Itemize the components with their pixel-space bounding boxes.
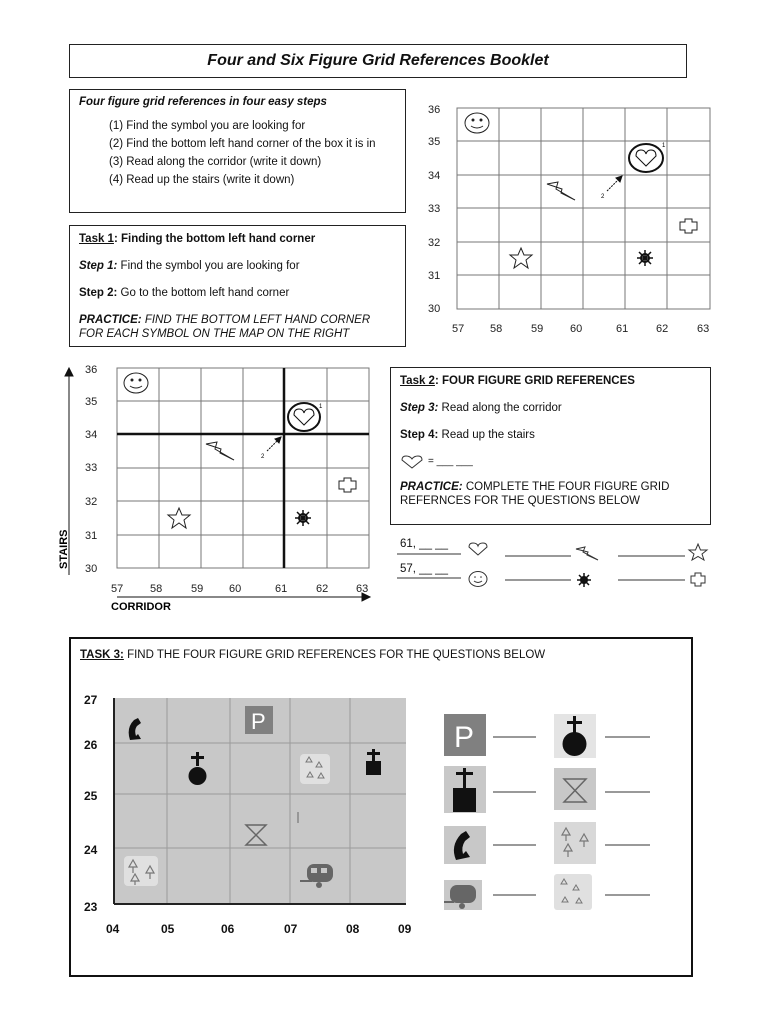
task2-box <box>390 367 711 525</box>
arrow-label: 1 <box>662 143 666 149</box>
map2-x-label: 63 <box>356 583 369 595</box>
smiley-icon <box>465 113 489 133</box>
practice-label: PRACTICE: <box>400 481 463 493</box>
heart-icon <box>629 144 663 172</box>
cross-icon <box>680 219 697 233</box>
map2-x-label: 62 <box>316 583 329 595</box>
steps-heading: Four figure grid references in four easy steps <box>79 96 327 108</box>
task2-label: Task 2 <box>400 375 435 387</box>
map2-y-label: 30 <box>85 563 98 575</box>
map3-y-label: 25 <box>84 789 98 803</box>
question-smiley[interactable] <box>400 563 448 575</box>
map1-y-label: 35 <box>428 136 441 148</box>
step2-label: Step 2: <box>79 287 118 299</box>
star-icon <box>687 542 709 562</box>
map1-x-label: 62 <box>656 323 669 335</box>
map3-x-label: 08 <box>346 922 360 936</box>
map1-x-label: 57 <box>452 323 465 335</box>
answer-lines <box>505 540 715 590</box>
step-item: (2) Find the bottom left hand corner of the box it is in <box>109 138 376 150</box>
map1-x-label: 60 <box>570 323 583 335</box>
map2-axes <box>65 368 370 601</box>
arrow-label: 2 <box>601 194 605 200</box>
map3-x-label: 07 <box>284 922 298 936</box>
parking-icon <box>245 706 273 734</box>
practice-text: COMPLETE THE FOUR FIGURE GRID REFERNCES FOR THE QUESTIONS BELOW <box>400 481 670 507</box>
map2-y-label: 36 <box>85 364 98 376</box>
map1-y-label: 30 <box>428 303 441 315</box>
map3-y-label: 23 <box>84 900 98 914</box>
sun-icon <box>295 510 311 526</box>
map2-x-label: 61 <box>275 583 288 595</box>
woodland-icon <box>124 856 158 886</box>
map3-y-label: 26 <box>84 738 98 752</box>
grid-map-2 <box>55 360 385 616</box>
key-caravan-icon <box>444 880 482 910</box>
step3-label: Step 3: <box>400 402 439 414</box>
map2-grid <box>117 368 369 568</box>
map1-y-label: 31 <box>428 270 441 282</box>
map1-x-label: 61 <box>616 323 629 335</box>
task3-map <box>78 688 423 943</box>
map2-y-label: 35 <box>85 396 98 408</box>
task1-box <box>69 225 406 347</box>
lightning-icon <box>574 545 600 563</box>
map1-x-label: 58 <box>490 323 503 335</box>
heart-answer-blank[interactable]: = ___ ___ <box>428 456 473 467</box>
smiley-icon <box>467 570 489 588</box>
task2-heading: : FOUR FIGURE GRID REFERENCES <box>434 375 635 387</box>
task1-label: Task 1 <box>79 233 114 245</box>
map3-x-label: 06 <box>221 922 235 936</box>
map1-x-label: 59 <box>531 323 544 335</box>
map3-y-label: 24 <box>84 843 98 857</box>
task3-label: TASK 3: <box>80 649 124 661</box>
cross-icon <box>339 478 356 492</box>
church-tower-icon <box>366 749 381 775</box>
booklet-title: Four and Six Figure Grid References Booklet <box>69 44 687 78</box>
step1-label: Step 1: <box>79 260 118 272</box>
map2-y-label: 33 <box>85 462 98 474</box>
arrow-icon <box>607 176 622 191</box>
map2-x-label: 57 <box>111 583 124 595</box>
map2-x-label: 58 <box>150 583 163 595</box>
lightning-icon <box>206 442 234 460</box>
key-telephone-icon <box>444 826 486 864</box>
heart-icon <box>400 455 424 469</box>
step-item: (3) Read along the corridor (write it down) <box>109 156 322 168</box>
practice-text: FIND THE BOTTOM LEFT HAND CORNER FOR EACH SYMBOL ON THE MAP ON THE RIGHT <box>79 314 371 340</box>
four-steps-box <box>69 89 406 213</box>
corridor-axis-title: CORRIDOR <box>111 601 171 613</box>
map3-x-label: 05 <box>161 922 175 936</box>
map3-x-label: 04 <box>106 922 120 936</box>
steps-list <box>79 119 396 187</box>
key-church-tower-icon <box>444 766 486 813</box>
cross-icon <box>689 572 707 588</box>
map2-y-label: 34 <box>85 429 98 441</box>
grid-map-1 <box>410 100 720 340</box>
map2-y-label: 31 <box>85 530 98 542</box>
lightning-icon <box>547 182 575 200</box>
map3-y-label: 27 <box>84 693 98 707</box>
key-parking-icon <box>444 714 486 756</box>
key-rocks-icon <box>554 874 592 910</box>
star-icon <box>168 508 190 528</box>
step-item: (4) Read up the stairs (write it down) <box>109 174 295 186</box>
task1-heading: : Finding the bottom left hand corner <box>113 233 316 245</box>
rocks-icon <box>300 754 330 784</box>
map2-y-label: 32 <box>85 496 98 508</box>
map1-y-label: 32 <box>428 237 441 249</box>
task3-symbol-key <box>440 710 660 910</box>
step4-label: Step 4: <box>400 429 439 441</box>
map2-x-label: 59 <box>191 583 204 595</box>
sun-icon <box>574 570 594 590</box>
smiley-icon <box>124 373 148 393</box>
key-church-spire-icon <box>554 714 596 758</box>
parking-letter: P <box>251 709 266 734</box>
map1-y-label: 36 <box>428 104 441 116</box>
question-text: 57, __ __ <box>400 563 448 575</box>
key-campsite-icon <box>554 768 596 810</box>
arrow-label: 2 <box>261 454 265 460</box>
task3-heading: FIND THE FOUR FIGURE GRID REFERENCES FOR THE QUESTIONS BELOW <box>123 649 546 661</box>
step1-text: Find the symbol you are looking for <box>117 260 300 272</box>
question-text: 61, __ __ <box>400 538 448 550</box>
arrow-label: 1 <box>319 404 323 410</box>
map3-x-label: 09 <box>398 922 412 936</box>
sun-icon <box>637 250 653 266</box>
map1-y-label: 34 <box>428 170 441 182</box>
step3-text: Read along the corridor <box>438 402 562 414</box>
step2-text: Go to the bottom left hand corner <box>117 287 290 299</box>
map2-x-label: 60 <box>229 583 242 595</box>
map1-y-label: 33 <box>428 203 441 215</box>
star-icon <box>510 248 532 268</box>
stairs-axis-title: STAIRS <box>58 529 70 569</box>
heart-icon <box>467 542 489 556</box>
heart-icon <box>288 403 320 431</box>
map1-grid <box>457 108 710 309</box>
map1-x-label: 63 <box>697 323 710 335</box>
parking-letter: P <box>454 721 475 754</box>
arrow-icon <box>267 437 281 451</box>
step4-text: Read up the stairs <box>438 429 535 441</box>
key-woodland-icon <box>554 822 596 864</box>
step-item: (1) Find the symbol you are looking for <box>109 120 306 132</box>
practice-label: PRACTICE: <box>79 314 142 326</box>
